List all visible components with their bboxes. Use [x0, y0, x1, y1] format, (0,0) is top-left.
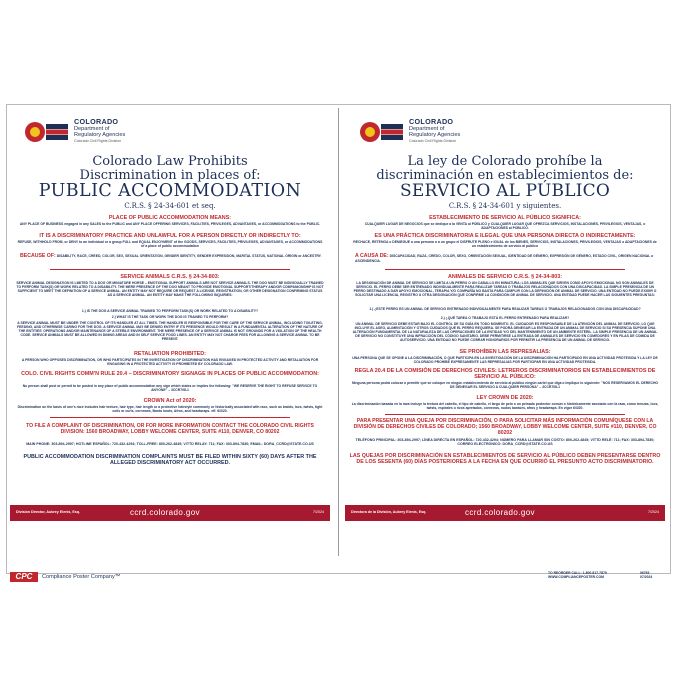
poster-footer	[345, 505, 665, 521]
footer-director: Directora de la División, Aubrey Elenis, Esq.	[351, 510, 427, 514]
file-complaint-deadline: PUBLIC ACCOMMODATION DISCRIMINATION COMPLAINTS MUST BE FILED WITHIN SIXTY (60) DAYS AFTER THE ALLEGED DISCRIMINATORY ACT OCCURRED.	[23, 454, 317, 467]
file-complaint-heading: TO FILE A COMPLAINT OF DISCRIMINATION, OR FOR MORE INFORMATION CONTACT THE COLORADO CIVIL RIGHTS DIVISION: 1560 BROADWAY, LOBBY WELCOME CENTER, SUITE #110, DENVER, CO 80202	[26, 423, 314, 435]
colorado-dora-logo	[24, 115, 164, 149]
section-crown-text: La discriminación basada en la raza incluye la textura del cabello, el tipo de cabello, el largo de pelo o un peinado protector común o históricamente asociado con la raza, como trenzas, locs, twists, espirales o rizos apretados, cornrows, nudos bantúes, afros y headwraps. En vigor 6/3/20.	[351, 402, 659, 411]
poster-spanish	[345, 111, 665, 531]
title-line-2: Discrimination in places of:	[79, 168, 261, 183]
colorado-flag-icon	[359, 121, 405, 143]
citation: C.R.S. § 24-34-601 y siguientes.	[448, 202, 562, 210]
section-rule	[50, 417, 290, 418]
footer-url: ccrd.colorado.gov	[465, 508, 535, 517]
top-margin	[0, 0, 675, 104]
logo-department: Department of Regulatory Agencies	[409, 126, 461, 139]
section-definition-heading: PLACE OF PUBLIC ACCOMMODATION MEANS:	[108, 215, 232, 221]
section-crown-heading: CROWN Act of 2020:	[143, 398, 197, 404]
title-line-2: discriminación en establecimientos de:	[376, 168, 634, 183]
because-of-label: BECAUSE OF:	[20, 253, 56, 259]
section-crown-heading: LEY CROWN DE 2020:	[476, 395, 534, 401]
section-unlawful-text: RECHACE, RETENGA o DENIEGUE a una persona o a un grupo el DISFRUTE PLENO e IGUAL de los BIENES, SERVICIOS, INSTALACIONES, PRIVILEGIOS, VENTAJAS o ADAPTACIONES de un establecimiento de servicio al público	[353, 240, 657, 249]
footer-date: 7/2024	[313, 510, 324, 514]
section-because-of	[355, 253, 659, 263]
compliance-poster-logo	[10, 571, 150, 585]
section-rule	[385, 414, 625, 415]
because-of-text: DISCAPACIDAD, RAZA, CREDO, COLOR, SEXO, ORIENTACIÓN SEXUAL, IDENTIDAD DE GÉNERO, EXPRESIÓN DE GÉNERO, ESTADO CIVIL, ORIGEN NACIONAL o ASCENDENCIA.	[355, 254, 654, 263]
title-main: SERVICIO AL PÚBLICO	[400, 181, 610, 201]
section-definition-heading: ESTABLECIMIENTO DE SERVICIO AL PÚBLICO SIGNIFICA:	[429, 215, 581, 221]
section-signage-text: Ninguna persona podrá colocar o permitir que se coloque en ningún establecimiento de servicio al público ningún cartel que diga o implique lo siguiente: "NOS RESERVAMOS EL DERECHO DE DENEGAR EL SERVICIO A CUALQUIER PERSONA" – 3CCR708-1	[351, 381, 659, 390]
section-definition-text: ANY PLACE OF BUSINESS engaged in any SALES to the PUBLIC and ANY PLACE OFFERING SERVICES, FACILITIES, PRIVILEGES, ADVANTAGES, or ACCOMMODATIONS to the PUBLIC.	[19, 222, 321, 226]
logo-department: Department of Regulatory Agencies	[74, 126, 126, 139]
logo-colorado: COLORADO	[74, 117, 119, 126]
footer-url: ccrd.colorado.gov	[130, 508, 200, 517]
logo-colorado: COLORADO	[409, 117, 454, 126]
section-crown-text: Discrimination on the basis of one's race includes hair texture, hair type, hair length or a protective hairstyle commonly or historically associated with race, such as braids, locs, twists, tight coils or curls, cornrows, Bantu knots, Afros, and headwraps. eff. 6/3/20.	[17, 405, 323, 414]
section-retaliation-heading: SE PROHÍBEN LAS REPRESALIAS:	[459, 349, 551, 355]
center-divider	[338, 108, 339, 556]
logo-division: Colorado Civil Rights Division	[409, 139, 457, 143]
section-because-of	[20, 253, 324, 259]
because-of-text: DISABILITY, RACE, CREED, COLOR, SEX, SEXUAL ORIENTATION, GENDER IDENTITY, GENDER EXPRESSION, MARITAL STATUS, NATIONAL ORIGIN or ANCESTRY.	[56, 254, 322, 258]
section-definition-text: CUALQUIER LUGAR DE NEGOCIOS que se dedique a la VENTA al PÚBLICO y CUALQUIER LUGAR QUE OFREZCA SERVICIOS, INSTALACIONES, PRIVILEGIOS, VENTAJAS, o ADAPTACIONES al PÚBLICO.	[364, 222, 646, 231]
section-signage-heading: REGLA 20.4 DE LA COMISIÓN DE DERECHOS CIVILES: LETREROS DISCRIMINATORIOS EN ESTABLECIMIENTOS DE SERVICIO AL PÚBLICO:	[354, 368, 656, 380]
reorder-info	[548, 571, 607, 580]
poster-revision-date: 07/2024	[640, 575, 653, 580]
section-signage-heading: COLO. CIVIL RIGHTS COMM'N RULE 20.4 – DISCRIMINATORY SIGNAGE IN PLACES OF PUBLIC ACCOMMODATION:	[21, 371, 319, 377]
citation: C.R.S. § 24-34-601 et seq.	[124, 202, 216, 210]
section-service-animals-text: LA DESIGNACIÓN DE ANIMAL DE SERVICIO SE LIMITA A UN PERRO O UN CABALLO EN MINIATURA; LOS ANIMALES QUE SIRVEN COMO APOYO EMOCIONAL NO SON ANIMALES DE SERVICIO. EL PERRO DEBE SER ENTRENADO INDIVIDUALMENTE PARA REALIZAR TAREAS O TRABAJOS RELACIONADOS CON UNA DISCAPACIDAD. LA SIMPLE PRESENCIA DE UN PERRO DESTINADO A DAR APOYO EMOCIONAL, TERAPIA Y/O COMPAÑÍA NO BASTA PARA CUMPLIR CON LA DEFINICIÓN DE ANIMAL DE SERVICIO. UNA ENTIDAD NO PUEDE EXIGIR O SOLICITAR UNA LICENCIA, REGISTRO U OTRA DESIGNACIÓN QUE CONFIRME LA CONDICIÓN DE ANIMAL DE SERVICIO. UNA ENTIDAD PUEDE HACER LAS SIGUIENTES PREGUNTAS:	[353, 281, 657, 298]
poster-footer	[10, 505, 330, 521]
file-complaint-contacts: TELÉFONO PRINCIPAL: 303-894-2997; LÍNEA DIRECTA EN ESPAÑOL: 720-432-4294; NÚMERO PARA LLAMAR SIN COSTO: 800-262-4845; V/TTD RELÉ: 711; FAX: 303-894-7830; CORREO ELECTRÓNICO: DORA_CCRD@STATE.CO.US	[355, 438, 655, 447]
section-service-animals-text-2: A SERVICE ANIMAL MUST BE UNDER THE CONTROL OF ITS HANDLER AT ALL TIMES. THE HANDLER IS RESPONSIBLE FOR THE CARE OF THE SERVICE ANIMAL, INCLUDING TOILETING, FEEDING, AND OTHERWISE CARING FOR THE DOG. A SERVICE ANIMAL MAY BE DENIED ENTRY IF ITS PRESENCE WOULD RESULT IN A FUNDAMENTAL ALTERATION OF THE NATURE OF THE ENTITIES' OPERATIONS AND/OR MAINTENANCE OF A STERILE ENVIRONMENT. THE MERE PRESENCE OF A SERVICE ANIMAL IS NOT GROUNDS FOR A VIOLATION OF THE HEALTH CODE. SERVICE ANIMALS MUST BE ALLOWED IN DINING AREAS AND IN SELF SERVICE FOOD LINES. AN ENTITY MAY NOT CHARGE FEES FOR ALLOWING A SERVICE ANIMAL TO BE PRESENT.	[17, 321, 323, 342]
section-retaliation-heading: RETALIATION PROHIBITED:	[134, 351, 206, 357]
title-line-1: La ley de Colorado prohíbe la	[407, 154, 603, 169]
service-animals-question-1: 1.) IS THE DOG A SERVICE ANIMAL TRAINED TO PERFORM TASK(S) OR WORK RELATED TO A DISABILITY?	[81, 309, 259, 313]
logo-division: Colorado Civil Rights Division	[74, 139, 122, 143]
section-rule	[50, 269, 290, 270]
file-complaint-heading: PARA PRESENTAR UNA QUEJA POR DISCRIMINACIÓN, O PARA SOLICITAR MÁS INFORMACIÓN COMUNÍQUESE CON LA DIVISIÓN DE DERECHOS CIVILES DE COLORADO; 1560 BROADWAY, LOBBY WELCOME CENTER, SUITE #110, DENVER, CO 80202	[353, 418, 657, 436]
section-unlawful-text: REFUSE, WITHHOLD FROM, or DENY to an individual or a group FULL and EQUAL ENJOYMENT of the GOODS, SERVICES, FACILITIES, PRIVILEGES, ADVANTAGES, or ACCOMMODATIONS of a place of public accommodation	[17, 240, 323, 249]
section-unlawful-heading: IT IS A DISCRIMINATORY PRACTICE AND UNLAWFUL FOR A PERSON DIRECTLY OR INDIRECTLY TO:	[39, 233, 301, 239]
service-animals-question-2: 2.) ¿QUÉ TAREA O TRABAJO ESTÁ EL PERRO ENTRENADO PARA REALIZAR?	[440, 316, 570, 320]
section-signage-text: No person shall post or permit to be posted in any place of public accommodation any sign which states or implies the following: "WE RESERVE THE RIGHT TO REFUSE SERVICE TO ANYONE" – 3CCR708-1	[22, 384, 318, 393]
reorder-phone: TO REORDER CALL: 1-800-817-7879	[548, 571, 607, 575]
section-service-animals-text-2: UN ANIMAL DE SERVICIO DEBE ESTAR BAJO EL CONTROL DE SU GUÍA EN TODO MOMENTO. EL CUIDADOR ES RESPONSABLE DE LA ATENCIÓN DEL ANIMAL DE SERVICIO, LO QUE INCLUYE EL ASEO, ALIMENTACIÓN Y OTROS CUIDADOS QUE EL PERRO REQUIERA. SE PODRÁ DENEGAR LA ENTRADA DE UN ANIMAL DE SERVICIO SI SU PRESENCIA SUPONE UNA ALTERACIÓN FUNDAMENTAL DE LA NATURALEZA DE LAS OPERACIONES DE LA ENTIDAD Y/O DEL MANTENIMIENTO DE UN AMBIENTE ESTÉRIL. LA SIMPLE PRESENCIA DE UN ANIMAL DE SERVICIO NO CONSTITUYE UNA INFRACCIÓN DEL CÓDIGO SANITARIO. DEBE PERMITIRSE LA ENTRADA DE ANIMALES DE SERVICIO EN COMEDORES Y EN FILAS DE COMIDA DE AUTOSERVICIO. UNA ENTIDAD NO PUEDE COBRAR HONORARIOS POR PERMITIR LA PRESENCIA DE UN ANIMAL DE SERVICIO.	[352, 322, 658, 343]
section-service-animals-text: SERVICE ANIMAL DESIGNATION IS LIMITED TO A DOG OR MINIATURE HORSE – EMOTIONAL SUPPORT ANIMALS ARE NOT SERVICE ANIMALS. THE DOG MUST BE INDIVIDUALLY TRAINED TO PERFORM TASK(S) OR WORK RELATED TO A DISABILITY. THE MERE PRESENCE OF THE DOG MEANT TO PROVIDE EMOTIONAL SUPPORT/THERAPY AND/OR COMPANIONSHIP IS NOT SUFFICIENT TO MEET THE DEFINITION OF A SERVICE ANIMAL. AN ENTITY MAY NOT REQUIRE OR REQUEST A LICENSE, REGISTRATION, OR OTHER DESIGNATION CONFIRMING STATUS AS A SERVICE ANIMAL. AN ENTITY MAY MAKE THE FOLLOWING INQUIRIES:	[16, 281, 324, 298]
footer-director: Division Director, Aubrey Elenis, Esq.	[16, 510, 80, 514]
poster-codes	[640, 571, 652, 580]
service-animals-question-2: 2.) WHAT IS THE TASK OR WORK THE DOG IS TRAINED TO PERFORM?	[111, 315, 229, 319]
because-of-label: A CAUSA DE:	[355, 253, 389, 259]
colorado-dora-logo	[359, 115, 499, 149]
section-service-animals-heading: SERVICE ANIMALS C.R.S. § 24-34-803:	[120, 274, 220, 280]
service-animals-question-1: 1.) ¿ESTE PERRO ES UN ANIMAL DE SERVICIO ENTRENADO INDIVIDUALMENTE PARA REALIZAR TAREAS O TRABAJOS RELACIONADOS CON UNA DISCAPACIDAD?	[369, 307, 641, 311]
footer-date: 7/2024	[648, 510, 659, 514]
colorado-flag-icon	[24, 121, 70, 143]
file-complaint-deadline: LAS QUEJAS POR DISCRIMINACIÓN EN ESTABLECIMIENTOS DE SERVICIO AL PÚBLICO DEBEN PRESENTARSE DENTRO DE LOS SESENTA (60) DÍAS POSTERIORES A LA FECHA EN QUE OCURRIÓ EL PRESUNTO ACTO DISCRIMINATORIO.	[349, 453, 661, 466]
title-main: PUBLIC ACCOMMODATION	[38, 181, 302, 201]
title-line-1: Colorado Law Prohibits	[92, 154, 248, 169]
section-service-animals-heading: ANIMALES DE SERVICIO C.R.S. § 24-34-803:	[447, 274, 563, 280]
reorder-website: WWW.COMPLIANCEPOSTER.COM	[548, 575, 604, 580]
poster-code: 06763	[640, 571, 650, 575]
poster-english	[10, 111, 330, 531]
section-rule	[385, 269, 625, 270]
section-retaliation-text: UNA PERSONA QUE SE OPONE A LA DISCRIMINACIÓN, O QUE PARTICIPA EN LA INVESTIGACIÓN DE LA DISCRIMINACIÓN HA PARTICIPADO EN UNA ACTIVIDAD PROTEGIDA Y LA LEY DE COLORADO PROHÍBE EXPRESAMENTE LAS REPRESALIAS POR PARTICIPAR EN UNA ACTIVIDAD PROTEGIDA.	[352, 356, 658, 365]
section-unlawful-heading: ES UNA PRÁCTICA DISCRIMINATORIA E ILEGAL QUE UNA PERSONA DIRECTA O INDIRECTAMENTE:	[374, 233, 636, 239]
cpc-company-name: Compliance Poster Company™	[42, 574, 121, 580]
file-complaint-contacts: MAIN PHONE: 303-894-2997; HOTLINE ESPAÑOL: 720-432-4294; TOLL-FREE: 800-262-4845; V/TTD RELAY: 711; FAX: 303-894-7830; EMAIL: DORA_CCRD@STATE.CO.US	[26, 442, 314, 446]
cpc-logo-mark: CPC	[10, 572, 38, 582]
section-retaliation-text: A PERSON WHO OPPOSES DISCRIMINATION, OR WHO PARTICIPATES IN THE INVESTIGATION OF DISCRIMINATION HAS ENGAGED IN PROTECTED ACTIVITY AND RETALIATION FOR ENGAGING IN A PROTECTED ACTIVITY IS PROHIBITED BY COLORADO LAW.	[21, 358, 319, 367]
